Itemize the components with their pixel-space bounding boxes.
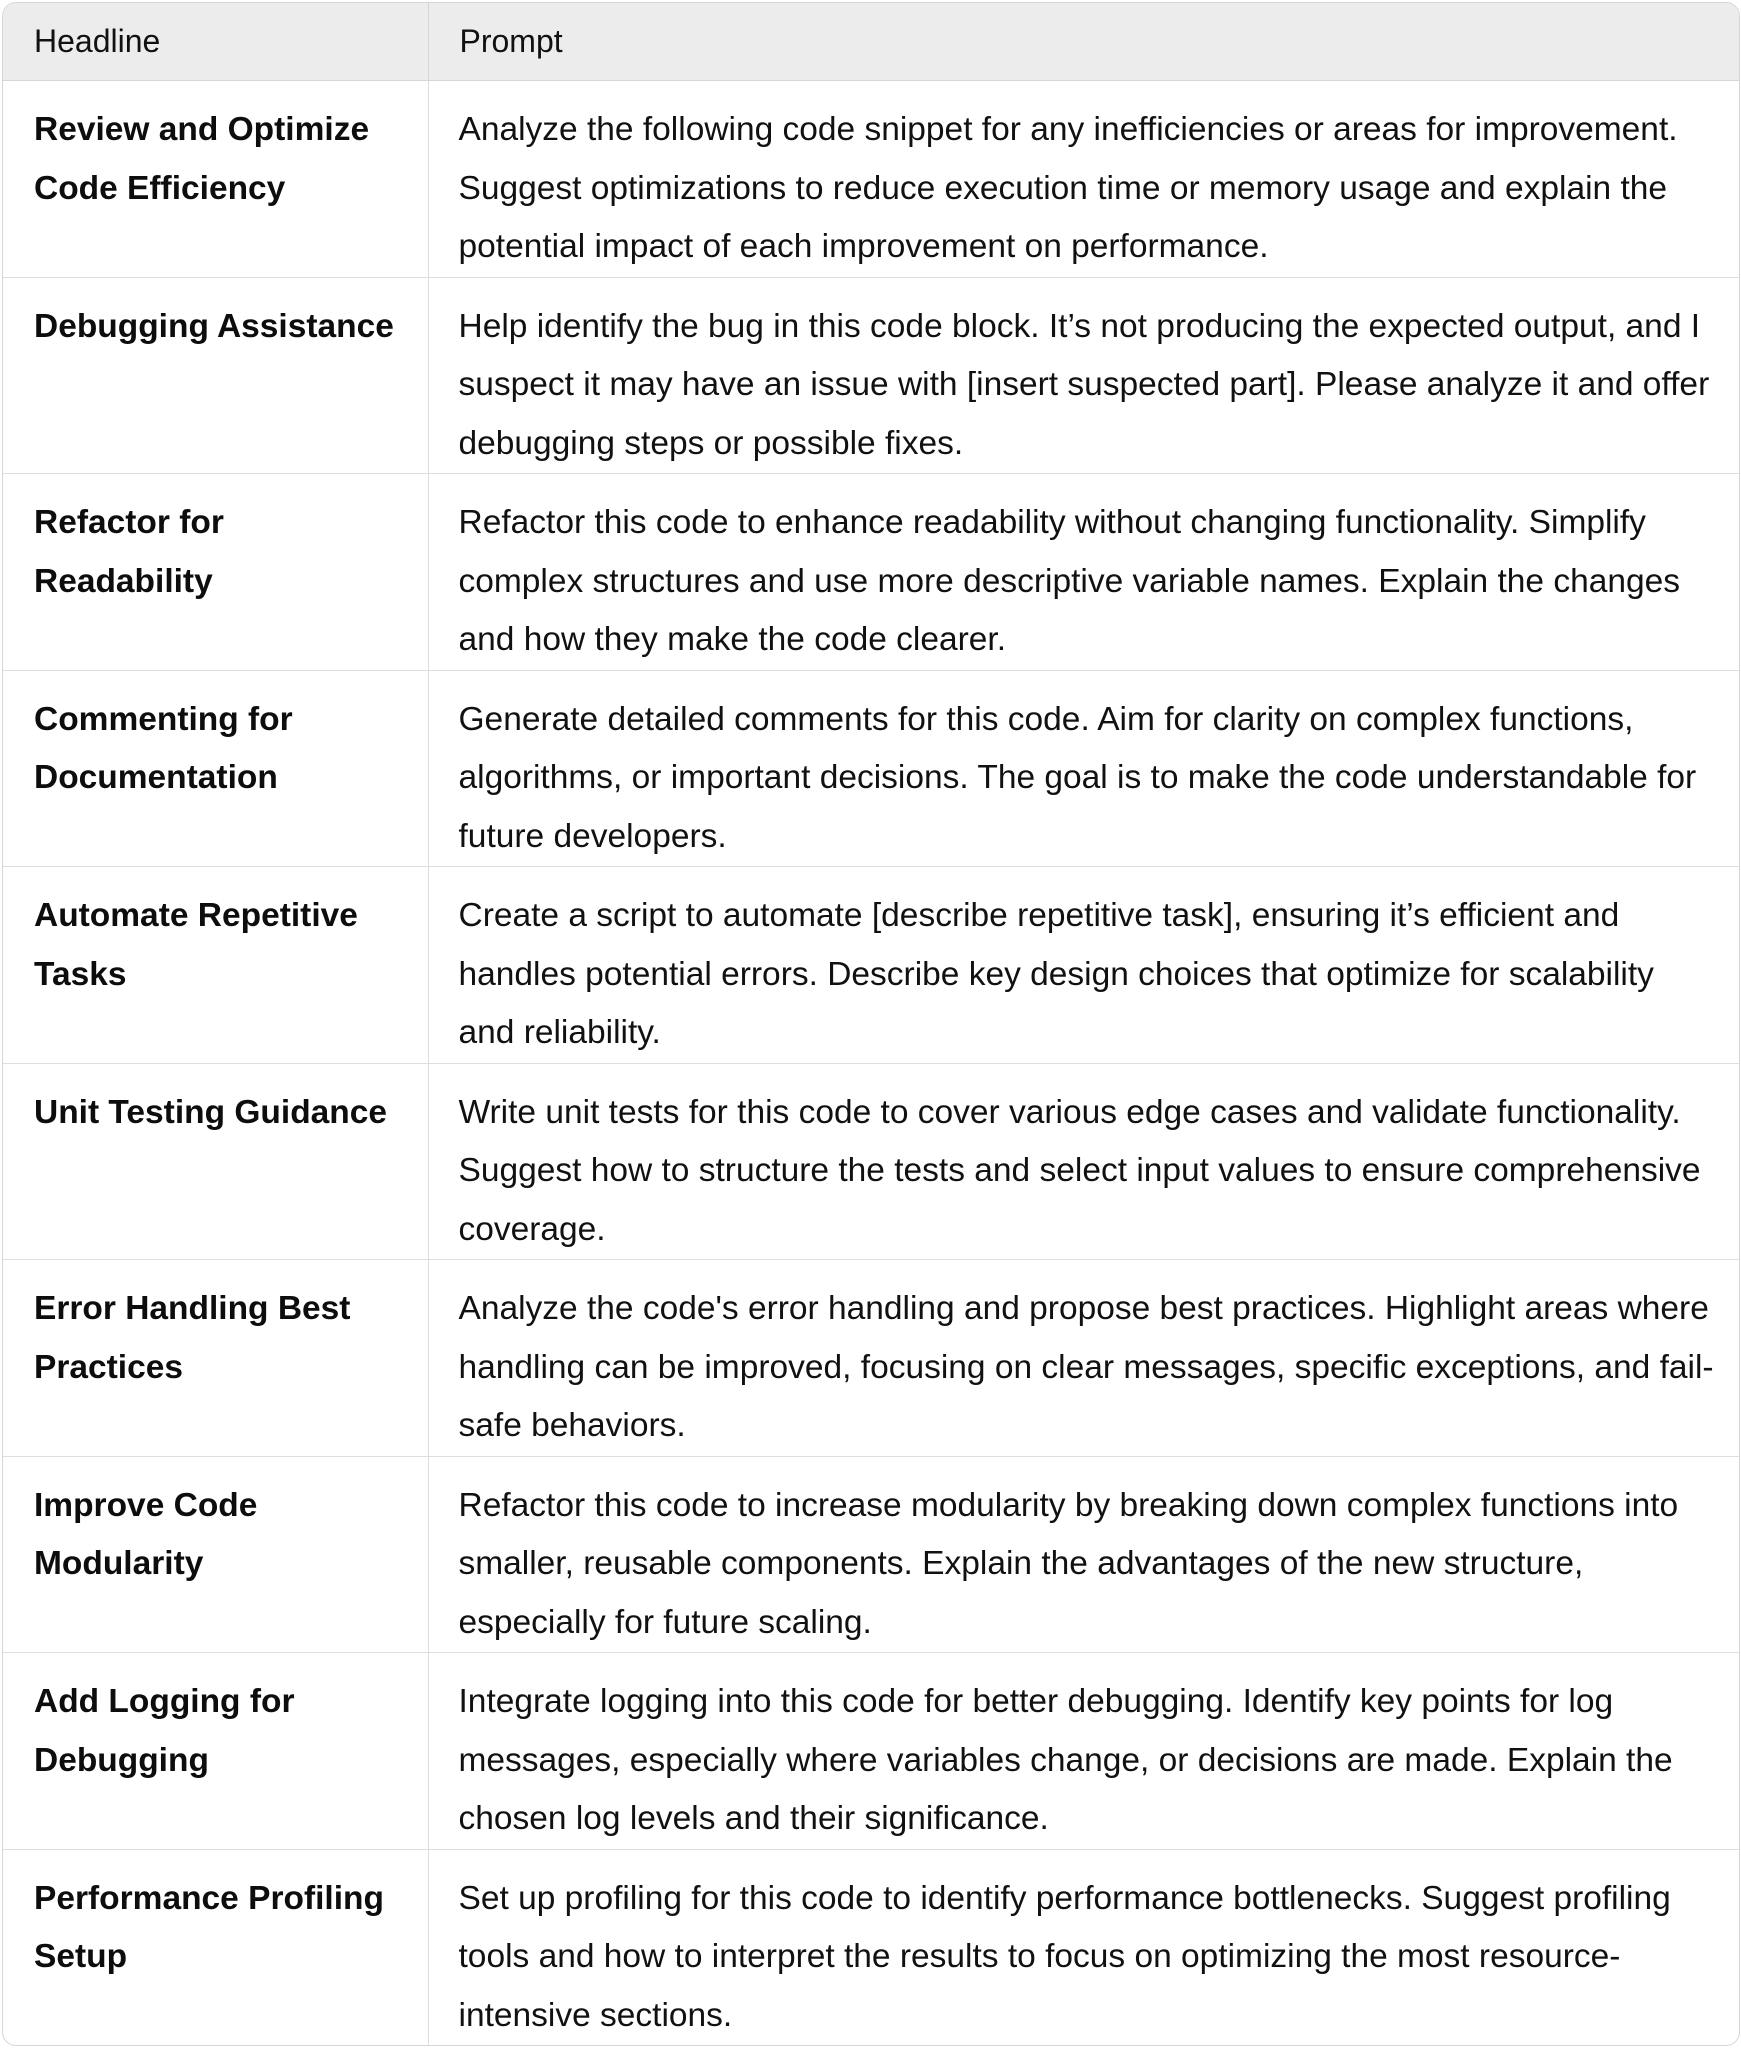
headline-cell: Add Logging for Debugging bbox=[3, 1653, 428, 1850]
column-header-headline: Headline bbox=[3, 3, 428, 81]
headline-cell: Review and Optimize Code Efficiency bbox=[34, 111, 370, 207]
prompt-table-grid bbox=[3, 3, 1739, 2045]
headline-cell: Debugging Assistance bbox=[3, 277, 428, 474]
prompt-cell: Create a script to automate [describe repetitive task], ensuring it’s efficient and handles potential errors. Describe key design choices that optimize for scalability and reliability. bbox=[428, 867, 1739, 1064]
column-header-prompt: Prompt bbox=[428, 3, 1739, 81]
prompt-cell: Generate detailed comments for this code. Aim for clarity on complex functions, algorithms, or important decisions. The goal is to make the code understandable for future developers. bbox=[428, 670, 1739, 867]
prompt-cell: Help identify the bug in this code block. It’s not producing the expected output, and I suspect it may have an issue with [insert suspected part]. Please analyze it and offer debugging steps or possible fixes. bbox=[428, 277, 1739, 474]
prompt-cell: Integrate logging into this code for better debugging. Identify key points for log messages, especially where variables change, or decisions are made. Explain the chosen log levels and their significance. bbox=[428, 1653, 1739, 1850]
headline-cell: Unit Testing Guidance bbox=[3, 1063, 428, 1260]
table-row bbox=[3, 1063, 1739, 1260]
prompt-table bbox=[2, 2, 1740, 2046]
table-row bbox=[3, 1653, 1739, 1850]
headline-cell: Performance Profiling Setup bbox=[3, 1849, 428, 2045]
table-row bbox=[3, 1260, 1739, 1457]
table-row bbox=[3, 277, 1739, 474]
table-row bbox=[3, 670, 1739, 867]
table-row bbox=[3, 1456, 1739, 1653]
headline-cell: Improve Code Modularity bbox=[3, 1456, 428, 1653]
table-row bbox=[3, 867, 1739, 1064]
table-row bbox=[3, 81, 1739, 278]
prompt-cell: Refactor this code to increase modularity by breaking down complex functions into smaller, reusable components. Explain the advantages of the new structure, especially for future scaling. bbox=[428, 1456, 1739, 1653]
header-row bbox=[3, 3, 1739, 81]
headline-cell: Refactor for Readability bbox=[3, 474, 428, 671]
headline-cell: Automate Repetitive Tasks bbox=[3, 867, 428, 1064]
table-row bbox=[3, 474, 1739, 671]
prompt-cell: Refactor this code to enhance readability without changing functionality. Simplify complex structures and use more descriptive variable names. Explain the changes and how they make the code clearer. bbox=[428, 474, 1739, 671]
prompt-cell: Analyze the following code snippet for any inefficiencies or areas for improvement. Suggest optimizations to reduce execution time or memory usage and explain the potential impact of each improvement on performance. bbox=[428, 81, 1739, 278]
prompt-cell: Set up profiling for this code to identify performance bottlenecks. Suggest profiling tools and how to interpret the results to focus on optimizing the most resource-intensive sections. bbox=[428, 1849, 1739, 2045]
table-header bbox=[3, 3, 1739, 81]
headline-cell: Commenting for Documentation bbox=[3, 670, 428, 867]
prompt-cell: Analyze the code's error handling and propose best practices. Highlight areas where handling can be improved, focusing on clear messages, specific exceptions, and fail-safe behaviors. bbox=[428, 1260, 1739, 1457]
prompt-cell: Write unit tests for this code to cover various edge cases and validate functionality. Suggest how to structure the tests and select input values to ensure comprehensive coverage. bbox=[428, 1063, 1739, 1260]
headline-cell: Error Handling Best Practices bbox=[3, 1260, 428, 1457]
table-body bbox=[3, 81, 1739, 2046]
table-row bbox=[3, 1849, 1739, 2045]
